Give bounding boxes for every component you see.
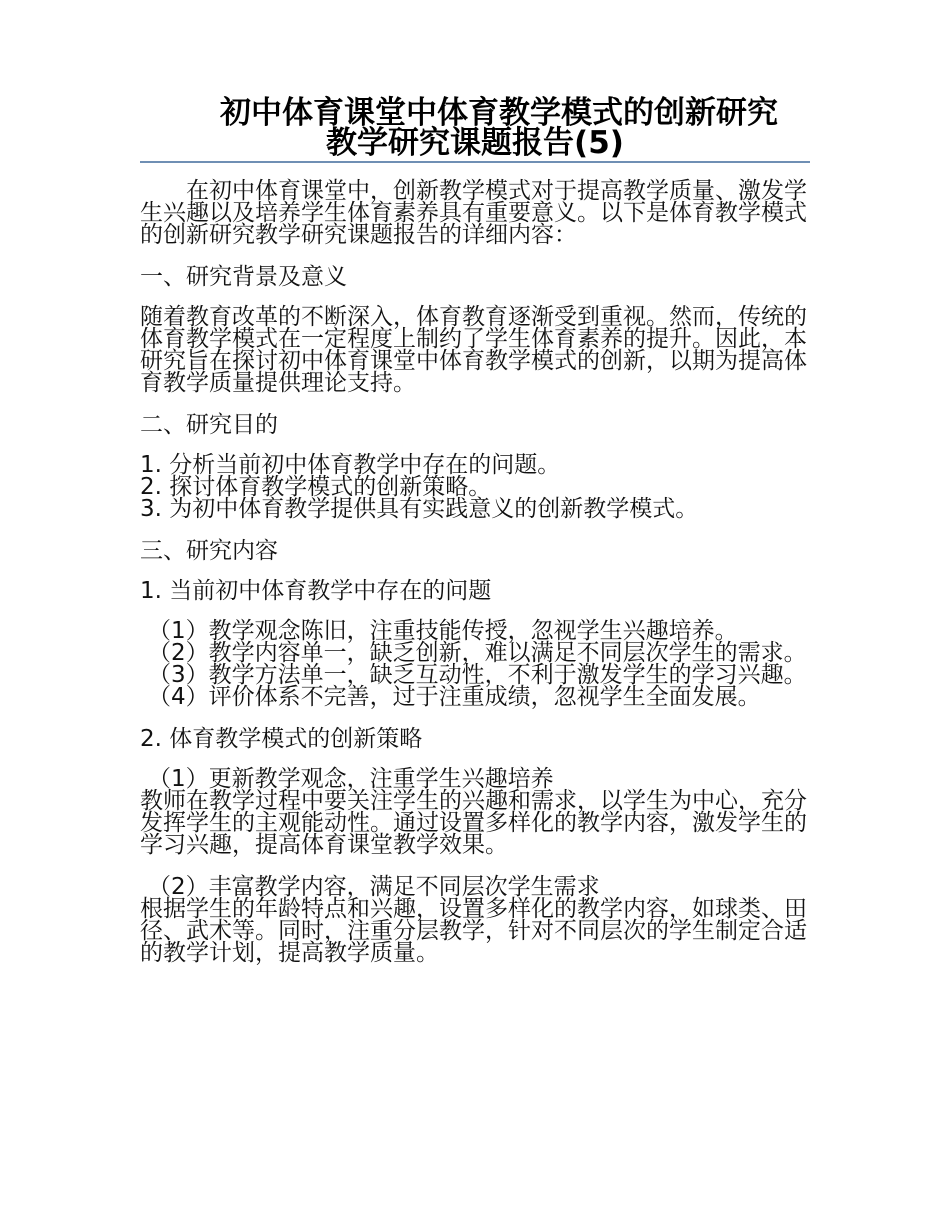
- list-item: （3）教学方法单一，缺乏互动性，不利于激发学生的学习兴趣。: [148, 662, 807, 688]
- strategy-heading-1: （1）更新教学观念，注重学生兴趣培养: [148, 766, 554, 792]
- intro-paragraph: 在初中体育课堂中，创新教学模式对于提高教学质量、激发学生兴趣以及培养学生体育素养具有重要意义。以下是体育教学模式的创新研究教学研究课题报告的详细内容：: [140, 178, 807, 248]
- list-item: （4）评价体系不完善，过于注重成绩，忽视学生全面发展。: [148, 684, 761, 710]
- title-divider: [140, 161, 810, 163]
- goals-list: [140, 454, 810, 520]
- background-paragraph: 随着教育改革的不断深入，体育教育逐渐受到重视。然而，传统的体育教学模式在一定程度上制约了学生体育素养的提升。因此，本研究旨在探讨初中体育课堂中体育教学模式的创新，以期为提高体育教学质量提供理论支持。: [140, 304, 807, 396]
- section-heading-content: 三、研究内容: [140, 538, 278, 564]
- document-body: [140, 180, 810, 984]
- title-line-1: 初中体育课堂中体育教学模式的创新研究: [220, 95, 778, 131]
- section-heading-background: 一、研究背景及意义: [140, 264, 347, 290]
- list-item: （2）教学内容单一，缺乏创新，难以满足不同层次学生的需求。: [148, 640, 807, 666]
- section-heading-goals: 二、研究目的: [140, 412, 278, 438]
- strategy-paragraph-2: 根据学生的年龄特点和兴趣，设置多样化的教学内容，如球类、田径、武术等。同时，注重分层教学，针对不同层次的学生制定合适的教学计划，提高教学质量。: [140, 896, 807, 966]
- list-item: 2. 探讨体育教学模式的创新策略。: [140, 474, 492, 500]
- subsection-heading-strategies: 2. 体育教学模式的创新策略: [140, 726, 423, 752]
- strategy-paragraph-1: 教师在教学过程中要关注学生的兴趣和需求，以学生为中心，充分发挥学生的主观能动性。通过设置多样化的教学内容，激发学生的学习兴趣，提高体育课堂教学效果。: [140, 788, 807, 858]
- document-title: [140, 95, 810, 161]
- list-item: 1. 分析当前初中体育教学中存在的问题。: [140, 452, 561, 478]
- problems-list: [140, 620, 810, 708]
- list-item: 3. 为初中体育教学提供具有实践意义的创新教学模式。: [140, 496, 699, 522]
- strategy-heading-2: （2）丰富教学内容，满足不同层次学生需求: [148, 874, 600, 900]
- title-line-2: 教学研究课题报告(5): [326, 125, 624, 161]
- subsection-heading-problems: 1. 当前初中体育教学中存在的问题: [140, 578, 492, 604]
- list-item: （1）教学观念陈旧，注重技能传授，忽视学生兴趣培养。: [148, 618, 738, 644]
